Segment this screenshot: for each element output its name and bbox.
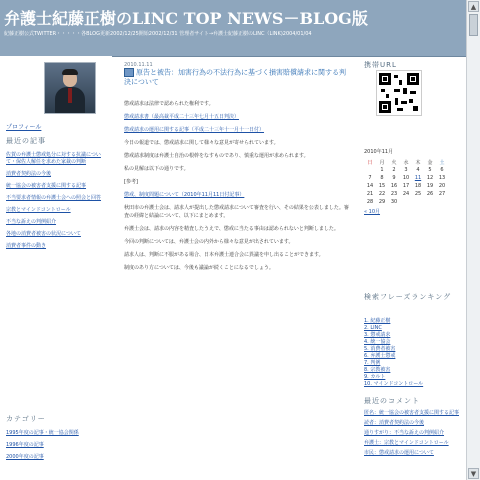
calendar-day: 3 [404,167,408,173]
post-paragraph: 制度のあり方については、今後も議論が続くことになるでしょう。 [124,265,274,271]
calendar-day: 15 [378,183,386,189]
calendar-caption: 2010年11月 [364,149,394,155]
calendar-day: 19 [426,183,434,189]
calendar-day: 18 [414,183,422,189]
ranking-list [364,318,460,388]
recent-posts-list [6,152,106,255]
calendar-day: 9 [392,175,396,181]
calendar-day: 8 [380,175,384,181]
calendar-day: 23 [390,191,398,197]
comment-item[interactable]: 通りすがり：不当な訴えの判例紹介 [364,430,445,436]
post-intro: 懲戒請求は法律で認められた権利です。 [124,101,214,107]
ranking-item[interactable]: 1. 紀藤正樹 [364,318,391,324]
qr-code [376,70,422,116]
profile-photo [44,62,96,114]
blog-title[interactable]: 弁護士紀藤正樹のLINC TOP NEWS－BLOG版 [4,9,368,28]
profile-link[interactable]: プロフィール [6,124,42,131]
calendar-day-link[interactable]: 11 [414,175,422,181]
right-sidebar [358,56,466,480]
comment-item[interactable]: 弁護士：宗教とマインドコントロール [364,440,449,446]
post-paragraph: 今回の判断については、弁護士会の内外から様々な意見が出されています。 [124,239,294,245]
categories-title: カテゴリー [6,415,46,423]
ranking-item[interactable]: 8. 宗教被害 [364,367,391,373]
calendar-header: 金 [427,159,433,166]
post-body [124,100,352,277]
calendar-day: 10 [402,175,410,181]
recent-post-item[interactable]: 宗教とマインドコントロール [6,207,71,213]
comment-item[interactable]: 匿名：統一協会の被害者支援に関する記事 [364,410,460,416]
recent-post-item[interactable]: 消費者事件の動き [6,243,47,249]
calendar-day [412,198,424,206]
calendar-day: 7 [368,175,372,181]
category-item[interactable]: 1996年度の記事 [6,442,44,448]
calendar-day: 22 [378,191,386,197]
calendar-header: 日 [367,159,373,166]
calendar-day [436,198,448,206]
calendar-day: 6 [440,167,444,173]
post-icon [124,68,134,77]
qr-title: 携帯URL [364,61,397,69]
post-paragraph: 懲戒請求制度は弁護士自治の根幹をなすものであり、慎重な運用が求められます。 [124,153,309,159]
calendar-day: 17 [402,183,410,189]
calendar-day [424,198,436,206]
post-paragraph: 今日の報道では、懲戒請求に関して様々な意見が寄せられています。 [124,140,279,146]
ranking-item[interactable]: 5. 消費者被害 [364,346,396,352]
calendar-header: 火 [391,159,397,166]
blog-header [0,0,466,57]
post-title[interactable] [124,68,352,87]
blog-description: 紀藤正樹公式TWITTER・・・・・各BLOG更新2002/12/25開始2002/12/31 管理者サイト→弁護士紀藤正樹のLINC（LINK)2004/01/04 [4,31,312,37]
comments-title: 最近のコメント [364,397,420,405]
calendar-day: 16 [390,183,398,189]
post-paragraph: 請求人は、判断に不服がある場合、日本弁護士連合会に異議を申し出ることができます。 [124,252,324,258]
calendar-header: 木 [415,159,421,166]
calendar-day: 30 [390,199,398,205]
calendar-day: 28 [366,199,374,205]
ranking-item[interactable]: 6. 弁護士懲戒 [364,353,396,359]
comment-item[interactable]: 市民：懲戒請求の運用について [364,450,434,456]
recent-post-item[interactable]: 佐賀の弁護士懲戒処分に対する抗議について・保佐人解任を求めた家裁の判断 [6,152,101,165]
post-date: 2010.11.11 [124,62,153,68]
calendar-day: 1 [380,167,384,173]
comment-item[interactable]: 読者：消費者契約法の今後 [364,420,425,426]
ranking-item[interactable]: 9. カルト [364,374,386,380]
calendar-header: 水 [403,159,409,166]
recent-post-item[interactable]: 不当な訴えの判例紹介 [6,219,57,225]
calendar-day: 2 [392,167,396,173]
calendar-day: 4 [416,167,420,173]
calendar-day: 27 [438,191,446,197]
calendar-day: 24 [402,191,410,197]
calendar-day: 12 [426,175,434,181]
calendar-day: 25 [414,191,422,197]
calendar-table [364,158,448,206]
calendar-day [364,166,376,174]
calendar-day: 14 [366,183,374,189]
category-item[interactable]: 2000年度の記事 [6,454,44,460]
calendar-day: 26 [426,191,434,197]
ranking-item[interactable]: 3. 懲戒請求 [364,332,391,338]
left-sidebar [0,56,112,480]
calendar-header: 月 [379,159,385,166]
comments-list [364,410,460,460]
recent-post-item[interactable]: 統一協会の被害者支援に関する記事 [6,183,87,189]
scroll-up-icon[interactable]: ▲ [468,1,479,12]
post-paragraph: 秋田市の弁護士会は、請求人が提出した懲戒請求について審査を行い、その結果を公表しました。審査の経緯と結論について、以下にまとめます。 [124,205,349,219]
section-label: [参考] [124,179,138,185]
post-link[interactable]: 懲戒請求書（最高裁平成二十三年七月十五日判決） [124,114,240,120]
calendar-day: 5 [428,167,432,173]
recent-post-item[interactable]: 各地の消費者被害の状況について [6,231,81,237]
ranking-item[interactable]: 2. LINC [364,325,382,331]
calendar [364,148,456,215]
categories-list [6,430,106,466]
calendar-day: 29 [378,199,386,205]
calendar-day: 20 [438,183,446,189]
ranking-title: 検索フレーズランキング [364,293,452,301]
scroll-down-icon[interactable]: ▼ [468,468,479,479]
calendar-header: 土 [439,159,445,166]
ranking-item[interactable]: 10. マインドコントロール [364,381,424,387]
calendar-day [400,198,412,206]
scrollbar-thumb[interactable] [469,14,478,36]
post-title-text: 原告と被告：加害行為の不法行為に基づく損害賠償請求に関する判決について [124,68,346,86]
post-paragraph: 私の見解は以下の通りです。 [124,166,189,172]
post-paragraph: 弁護士会は、請求の内容を精査したうえで、懲戒に当たる事由は認められないと判断しました。 [124,226,339,232]
calendar-prev-link[interactable]: « 10月 [364,209,381,215]
calendar-day: 13 [438,175,446,181]
calendar-day: 21 [366,191,374,197]
ranking-item[interactable]: 7. 判例 [364,360,381,366]
reference-link[interactable]: 懲戒、制度問題について（2010年11月11日付記事） [124,192,245,198]
category-item[interactable]: 1995年度の記事・統一協会関係 [6,430,79,436]
post-link[interactable]: 懲戒請求の運用に関する記事（平成二十三年十一月十一日付） [124,127,265,133]
vertical-scrollbar[interactable] [467,0,480,480]
recent-posts-title: 最近の記事 [6,137,46,145]
recent-post-item[interactable]: 消費者契約法の今後 [6,171,52,177]
main-content [118,56,356,480]
ranking-item[interactable]: 4. 統一協会 [364,339,391,345]
recent-post-item[interactable]: 不当要求者情報の弁護士会への照会と回答 [6,195,102,201]
